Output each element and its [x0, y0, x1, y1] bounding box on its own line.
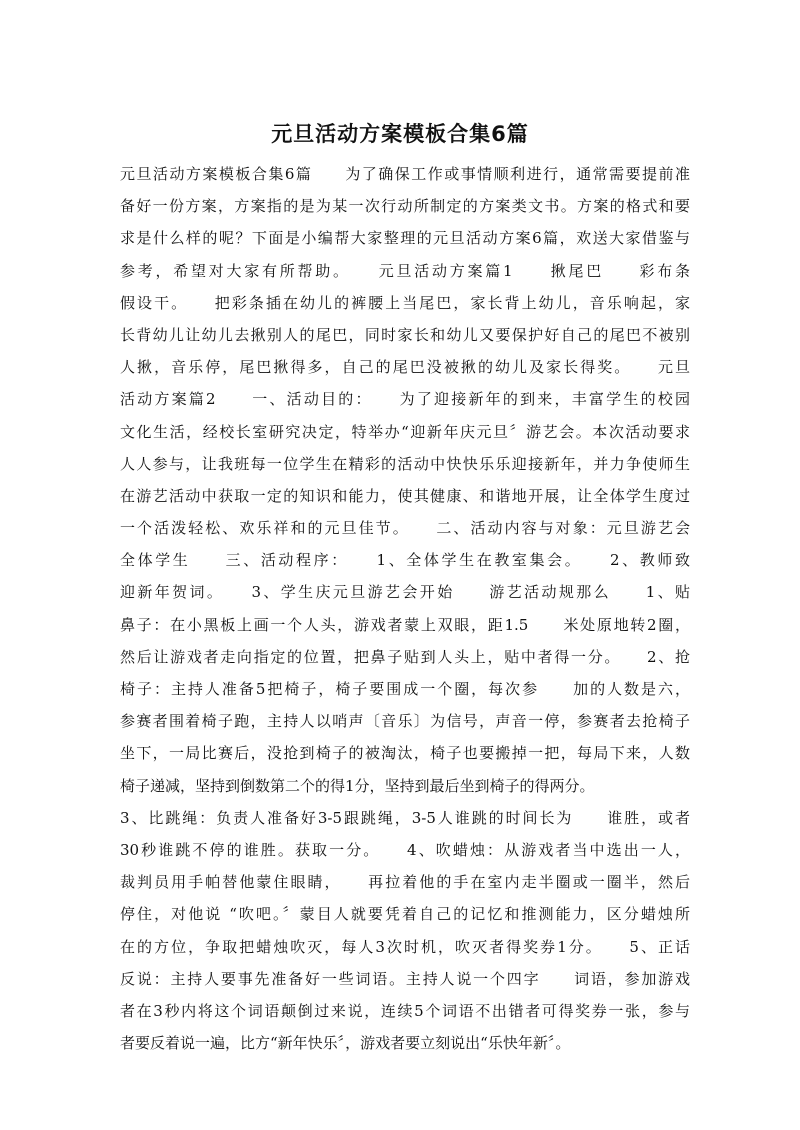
body-line: 迎新年贺词。 3、学生庆元旦游艺会开始 游艺活动规那么 1、贴	[120, 583, 690, 602]
body-line: 参考，希望对大家有所帮助。 元旦活动方案篇1 揪尾巴 彩布条	[120, 261, 690, 280]
body-line: 反说：主持人要事先准备好一些词语。主持人说一个四字 词语，参加游戏	[120, 969, 690, 988]
body-line: 备好一份方案，方案指的是为某一次行动所制定的方案类文书。方案的格式和要	[120, 197, 690, 216]
body-line: 在游艺活动中获取一定的知识和能力，使其健康、和谐地开展，让全体学生度过	[120, 486, 690, 505]
body-line: 一个活泼轻松、欢乐祥和的元旦佳节。 二、活动内容与对象：元旦游艺会	[120, 519, 690, 538]
body-line: 长背幼儿让幼儿去揪别人的尾巴，同时家长和幼儿又要保护好自己的尾巴不被别	[120, 325, 690, 344]
body-line: 然后让游戏者走向指定的位置，把鼻子贴到人头上，贴中者得一分。 2、抢	[120, 647, 690, 666]
body-line: 全体学生 三、活动程序： 1、全体学生在教室集会。 2、教师致	[120, 551, 690, 570]
body-line: 停住，对他说 “吹吧。〞蒙目人就要凭着自己的记忆和推测能力，区分蜡烛所	[120, 905, 690, 924]
body-line: 元旦活动方案模板合集6篇 为了确保工作或事情顺利进行，通常需要提前准	[120, 165, 690, 183]
body-line: 参赛者围着椅子跑，主持人以哨声〔音乐〕为信号，声音一停，参赛者去抢椅子	[120, 712, 690, 731]
body-line: 人揪，音乐停，尾巴揪得多，自己的尾巴没被揪的幼儿及家长得奖。 元旦	[120, 358, 690, 377]
body-line: 在的方位，争取把蜡烛吹灭，每人3次时机，吹灭者得奖券1分。 5、正话	[120, 937, 690, 956]
body-line: 鼻子：在小黑板上画一个人头，游戏者蒙上双眼，距1.5 米处原地转2圈，	[120, 615, 690, 634]
body-line: 者在3秒内将这个词语颠倒过来说，连续5个词语不出错者可得奖券一张，参与	[120, 1001, 690, 1020]
body-line: 人人参与，让我班每一位学生在精彩的活动中快快乐乐迎接新年，并力争使师生	[120, 454, 690, 473]
body-line: 30秒谁跳不停的谁胜。获取一分。 4、吹蜡烛：从游戏者当中选出一人，	[120, 840, 690, 859]
document-body	[120, 158, 690, 1059]
body-line: 假设干。 把彩条插在幼儿的裤腰上当尾巴，家长背上幼儿，音乐响起，家	[120, 293, 690, 312]
document-title: 元旦活动方案模板合集6篇	[271, 122, 529, 146]
body-line: 椅子递减，坚持到倒数第二个的得1分，坚持到最后坐到椅子的得两分。	[120, 776, 595, 795]
body-line: 3、比跳绳：负责人准备好3-5跟跳绳，3-5人谁跳的时间长为 谁胜，或者	[120, 808, 690, 827]
body-line: 椅子：主持人准备5把椅子，椅子要围成一个圈，每次参 加的人数是六，	[120, 680, 690, 698]
body-line: 裁判员用手帕替他蒙住眼睛， 再拉着他的手在室内走半圈或一圈半，然后	[120, 873, 690, 892]
body-line: 文化生活，经校长室研究决定，特举办“迎新年庆元旦〞游艺会。本次活动要求	[120, 422, 690, 441]
body-line: 活动方案篇2 一、活动目的： 为了迎接新年的到来，丰富学生的校园	[120, 390, 690, 409]
body-line: 者要反着说一遍，比方“新年快乐〞，游戏者要立刻说出“乐快年新〞。	[120, 1034, 571, 1053]
body-line: 求是什么样的呢？下面是小编帮大家整理的元旦活动方案6篇，欢送大家借鉴与	[120, 229, 690, 248]
body-line: 坐下，一局比赛后，没抢到椅子的被淘汰，椅子也要搬掉一把，每局下来，人数	[120, 744, 690, 763]
